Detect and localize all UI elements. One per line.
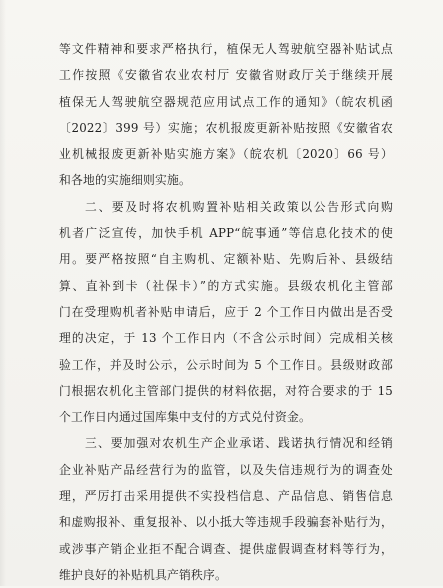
text-line: 或涉事产销企业拒不配合调查、提供虚假调查材料等行为，	[59, 541, 393, 556]
section-two-heading-line: 二、要及时将农机购置补贴相关政策以公告形式向购	[85, 199, 393, 214]
text-line: 理，严厉打击采用提供不实投档信息、产品信息、销售信息	[59, 489, 393, 504]
text-line: 等文件精神和要求严格执行，植保无人驾驶航空器补贴试点	[59, 42, 393, 56]
section-three-heading-line: 三、要加强对农机生产企业承诺、践诺执行情况和经销	[85, 436, 393, 451]
scan-edge-shadow	[0, 0, 6, 586]
text-line: 理的决定，于 13 个工作日内（不含公示时间）完成相关核	[59, 331, 393, 346]
text-line: 和各地的实施细则实施。	[59, 173, 191, 188]
text-line: 维护良好的补贴机具产销秩序。	[59, 567, 227, 582]
document-body	[59, 36, 393, 588]
text-line: 个工作日内通过国库集中支付的方式兑付资金。	[59, 410, 311, 425]
text-line: 门根据农机化主管部门提供的材料依据，对符合要求的于 15	[59, 383, 393, 398]
text-line: 业机械报废更新补贴实施方案》（皖农机〔2020〕66 号）	[59, 147, 393, 162]
text-line: 工作按照《安徽省农业农村厅 安徽省财政厅关于继续开展	[59, 68, 393, 83]
text-line: 企业补贴产品经营行为的监管，以及失信违规行为的调查处	[59, 462, 393, 477]
text-line: 〔2022〕399 号）实施；农机报废更新补贴按照《安徽省农	[59, 120, 393, 135]
text-line: 和虚购报补、重复报补、以小抵大等违规手段骗套补贴行为，	[59, 515, 393, 530]
paragraph-policy-continuation	[59, 36, 393, 194]
text-line: 植保无人驾驶航空器规范应用试点工作的通知》（皖农机函	[59, 94, 393, 109]
paragraph-section-three	[59, 430, 393, 588]
text-line: 机者广泛宣传，加快手机 APP“皖事通”等信息化技术的使	[59, 226, 393, 241]
text-line: 验工作，并及时公示，公示时间为 5 个工作日。县级财政部	[59, 357, 393, 372]
text-line: 算、直补到卡（社保卡）”的方式实施。县级农机化主管部	[59, 278, 393, 293]
text-line: 用。要严格按照“自主购机、定额补贴、先购后补、县级结	[59, 252, 393, 267]
paragraph-section-two	[59, 194, 393, 431]
text-line: 门在受理购机者补贴申请后，应于 2 个工作日内做出是否受	[59, 304, 393, 319]
